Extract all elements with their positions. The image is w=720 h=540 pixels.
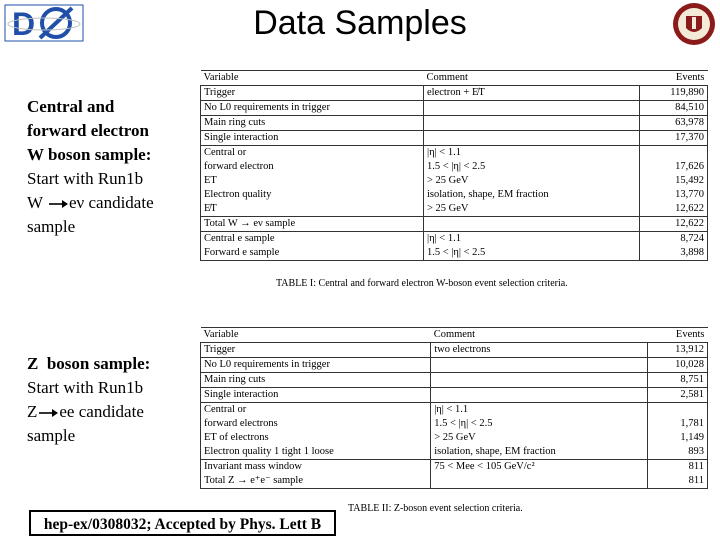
z-sample-description: [27, 352, 150, 448]
table-row: [201, 101, 708, 116]
comment-cell: |η| < 1.1: [431, 403, 647, 418]
comment-cell: electron + E̸T: [423, 86, 639, 101]
events-cell: 13,912: [647, 343, 707, 358]
variable-cell: Electron quality: [201, 188, 424, 202]
events-cell: 17,370: [639, 131, 707, 146]
events-cell: 63,978: [639, 116, 707, 131]
w-sample-description: [27, 95, 154, 239]
comment-cell: [423, 116, 639, 131]
comment-cell: > 25 GeV: [431, 431, 647, 445]
table-row: [201, 388, 708, 403]
w-candidate-line: [27, 191, 154, 215]
comment-cell: > 25 GeV: [423, 174, 639, 188]
column-header-variable: Variable: [201, 328, 431, 343]
table-row: [201, 131, 708, 146]
svg-text:D: D: [12, 6, 36, 42]
table-header-row: [201, 328, 708, 343]
right-arrow-icon: [37, 408, 59, 418]
comment-cell: isolation, shape, EM fraction: [423, 188, 639, 202]
table-row: [201, 460, 708, 475]
variable-cell: forward electrons: [201, 417, 431, 431]
table-row: [201, 373, 708, 388]
w-heading-line-1: Central and: [27, 97, 115, 116]
z-heading-line: Z boson sample:: [27, 354, 151, 373]
comment-cell: 1.5 < |η| < 2.5: [423, 246, 639, 261]
w-start-line: Start with Run1b: [27, 169, 144, 188]
variable-cell: Total W → eν sample: [201, 217, 424, 232]
table-2: [200, 327, 708, 489]
w-selection-table: [200, 70, 708, 261]
w-heading-line-2: forward electron: [27, 121, 149, 140]
table-row: [201, 174, 708, 188]
events-cell: 3,898: [639, 246, 707, 261]
table-2-caption: TABLE II: Z-boson event selection criteria.: [348, 503, 523, 514]
table-row: [201, 232, 708, 247]
table-row: [201, 188, 708, 202]
events-cell: 8,751: [647, 373, 707, 388]
variable-cell: Trigger: [201, 343, 431, 358]
table-1: [200, 70, 708, 261]
table-row: [201, 86, 708, 101]
events-cell: 12,622: [639, 202, 707, 217]
events-cell: 84,510: [639, 101, 707, 116]
events-cell: 893: [647, 445, 707, 460]
comment-cell: isolation, shape, EM fraction: [431, 445, 647, 460]
table-row: [201, 146, 708, 161]
events-cell: 811: [647, 460, 707, 475]
comment-cell: > 25 GeV: [423, 202, 639, 217]
w-sample-line: sample: [27, 217, 76, 236]
comment-cell: [423, 131, 639, 146]
column-header-events: Events: [639, 71, 707, 86]
column-header-comment: Comment: [423, 71, 639, 86]
variable-cell: forward electron: [201, 160, 424, 174]
page-title: Data Samples: [253, 4, 467, 42]
variable-cell: Central e sample: [201, 232, 424, 247]
comment-cell: 75 < Mee < 105 GeV/c²: [431, 460, 647, 475]
column-header-comment: Comment: [431, 328, 647, 343]
events-cell: 1,149: [647, 431, 707, 445]
table-row: [201, 403, 708, 418]
comment-cell: two electrons: [431, 343, 647, 358]
column-header-events: Events: [647, 328, 707, 343]
comment-cell: [431, 474, 647, 489]
table-row: [201, 217, 708, 232]
z-selection-table: [200, 327, 708, 489]
events-cell: 10,028: [647, 358, 707, 373]
events-cell: 8,724: [639, 232, 707, 247]
events-cell: 2,581: [647, 388, 707, 403]
z-candidate-line: [27, 400, 150, 424]
table-row: [201, 474, 708, 489]
comment-cell: [431, 373, 647, 388]
comment-cell: [423, 217, 639, 232]
events-cell: 811: [647, 474, 707, 489]
events-cell: 12,622: [639, 217, 707, 232]
z-start-line: Start with Run1b: [27, 378, 144, 397]
events-cell: [647, 403, 707, 418]
variable-cell: Trigger: [201, 86, 424, 101]
table-row: [201, 431, 708, 445]
events-cell: 119,890: [639, 86, 707, 101]
variable-cell: Central or: [201, 146, 424, 161]
z-candidate-suffix: ee candidate: [59, 402, 144, 421]
comment-cell: |η| < 1.1: [423, 146, 639, 161]
comment-cell: 1.5 < |η| < 2.5: [431, 417, 647, 431]
variable-cell: Single interaction: [201, 131, 424, 146]
table-row: [201, 417, 708, 431]
reference-citation: hep-ex/0308032; Accepted by Phys. Lett B: [29, 510, 336, 536]
table-row: [201, 358, 708, 373]
w-candidate-suffix: eν candidate: [69, 193, 154, 212]
variable-cell: ET of electrons: [201, 431, 431, 445]
table-row: [201, 116, 708, 131]
events-cell: 17,626: [639, 160, 707, 174]
events-cell: 15,492: [639, 174, 707, 188]
comment-cell: [431, 388, 647, 403]
column-header-variable: Variable: [201, 71, 424, 86]
table-row: [201, 246, 708, 261]
variable-cell: E̸T: [201, 202, 424, 217]
comment-cell: [423, 101, 639, 116]
z-sample-line: sample: [27, 426, 76, 445]
comment-cell: 1.5 < |η| < 2.5: [423, 160, 639, 174]
events-cell: 13,770: [639, 188, 707, 202]
table-row: [201, 202, 708, 217]
table-row: [201, 445, 708, 460]
comment-cell: [431, 358, 647, 373]
events-cell: 1,781: [647, 417, 707, 431]
variable-cell: No L0 requirements in trigger: [201, 101, 424, 116]
variable-cell: Forward e sample: [201, 246, 424, 261]
table-1-caption: TABLE I: Central and forward electron W-boson event selection criteria.: [276, 278, 568, 289]
variable-cell: Electron quality 1 tight 1 loose: [201, 445, 431, 460]
variable-cell: Invariant mass window: [201, 460, 431, 475]
variable-cell: Main ring cuts: [201, 116, 424, 131]
table-row: [201, 343, 708, 358]
w-heading-line-3: W boson sample:: [27, 145, 152, 164]
variable-cell: No L0 requirements in trigger: [201, 358, 431, 373]
variable-cell: ET: [201, 174, 424, 188]
z-candidate-prefix: Z: [27, 402, 38, 421]
variable-cell: Single interaction: [201, 388, 431, 403]
variable-cell: Central or: [201, 403, 431, 418]
events-cell: [639, 146, 707, 161]
w-candidate-prefix: W: [27, 193, 43, 212]
university-seal: [672, 2, 716, 46]
table-header-row: [201, 71, 708, 86]
variable-cell: Total Z → e⁺e⁻ sample: [201, 474, 431, 489]
right-arrow-icon: [47, 199, 69, 209]
comment-cell: |η| < 1.1: [423, 232, 639, 247]
table-row: [201, 160, 708, 174]
variable-cell: Main ring cuts: [201, 373, 431, 388]
